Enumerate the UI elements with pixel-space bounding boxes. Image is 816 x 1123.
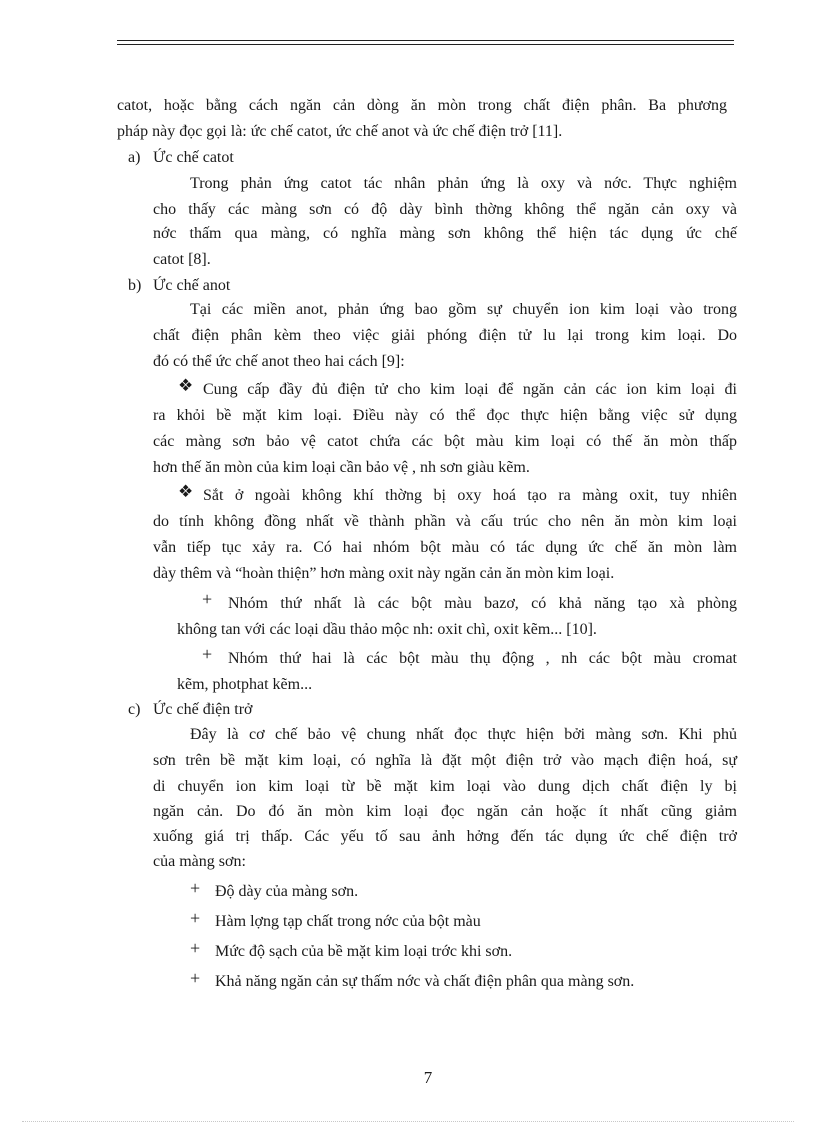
- text-line: Nhóm thứ hai là các bột màu thụ động , nh các bột màu cromat: [228, 650, 737, 667]
- text-line: cho thấy các màng sơn có độ dày bình thờng không thể ngăn cản oxy và: [153, 201, 737, 218]
- plus-bullet-icon: +: [190, 938, 201, 958]
- text-line: ra khỏi bề mặt kim loại. Điều này có thể đọc thực hiện bằng việc sử dụng: [153, 407, 737, 424]
- text-line: catot [8].: [153, 251, 211, 268]
- plus-bullet-icon: +: [190, 878, 201, 898]
- plus-bullet-icon: +: [190, 908, 201, 928]
- text-line: di chuyển ion kim loại từ bề mặt kim loại vào dung dịch chất điện ly bị: [153, 778, 737, 795]
- text-line: Cung cấp đầy đủ điện tử cho kim loại để ngăn cản các ion kim loại đi: [203, 381, 737, 398]
- text-line: không tan với các loại dầu thảo mộc nh: oxit chì, oxit kẽm... [10].: [177, 621, 597, 638]
- text-line: vẫn tiếp tục xảy ra. Có hai nhóm bột màu có tác dụng ức chế ăn mòn làm: [153, 539, 737, 556]
- header-rule: [117, 40, 734, 41]
- text-line: Tại các miền anot, phản ứng bao gồm sự chuyển ion kim loại vào trong: [190, 301, 737, 318]
- text-line: Nhóm thứ nhất là các bột màu bazơ, có khả năng tạo xà phòng: [228, 595, 737, 612]
- text-line: kẽm, photphat kẽm...: [177, 676, 313, 693]
- plus-bullet-icon: +: [202, 589, 213, 609]
- plus-bullet-icon: +: [202, 644, 213, 664]
- text-line: sơn trên bề mặt kim loại, có nghĩa là đặt một điện trở vào mạch điện hoá, sự: [153, 752, 737, 769]
- text-line: hơn thế ăn mòn của kim loại cần bảo vệ , nh sơn giàu kẽm.: [153, 459, 530, 476]
- text-line: ngăn cản. Do đó ăn mòn kim loại đọc ngăn cản hoặc ít nhất cũng giảm: [153, 803, 737, 820]
- diamond-bullet-icon: ❖: [178, 376, 194, 395]
- text-line: pháp này đọc gọi là: ức chế catot, ức chế anot và ức chế điện trở [11].: [117, 123, 563, 140]
- page-bottom-dotted-line: [22, 1121, 794, 1122]
- text-line: nớc thấm qua màng, có nghĩa màng sơn không thể hiện tác dụng ức chế: [153, 225, 737, 242]
- section-label: b): [128, 277, 142, 294]
- section-heading: Ức chế catot: [153, 149, 234, 166]
- text-line: chất điện phân kèm theo việc giải phóng điện tử lu lại trong kim loại. Do: [153, 327, 737, 344]
- plus-bullet-icon: +: [190, 968, 201, 988]
- text-line: do tính không đồng nhất về thành phần và cấu trúc cho nên ăn mòn kim loại: [153, 513, 737, 530]
- text-line: đó có thể ức chế anot theo hai cách [9]:: [153, 353, 405, 370]
- header-rule: [117, 44, 734, 45]
- page-number: 7: [423, 1068, 433, 1087]
- diamond-bullet-icon: ❖: [178, 482, 194, 501]
- text-line: của màng sơn:: [153, 853, 246, 870]
- text-line: dày thêm và “hoàn thiện” hơn màng oxit này ngăn cản ăn mòn kim loại.: [153, 565, 615, 582]
- section-heading: Ức chế anot: [153, 277, 231, 294]
- section-heading: Ức chế điện trở: [153, 701, 253, 718]
- text-line: Hàm lợng tạp chất trong nớc của bột màu: [215, 913, 481, 930]
- text-line: Trong phản ứng catot tác nhân phản ứng là oxy và nớc. Thực nghiệm: [190, 175, 737, 192]
- text-line: Đây là cơ chế bảo vệ chung nhất đọc thực hiện bởi màng sơn. Khi phủ: [190, 726, 737, 743]
- text-line: catot, hoặc bằng cách ngăn cản dòng ăn mòn trong chất điện phân. Ba phương: [117, 97, 727, 114]
- text-line: Độ dày của màng sơn.: [215, 883, 359, 900]
- text-line: Mức độ sạch của bề mặt kim loại trớc khi sơn.: [215, 943, 513, 960]
- section-label: a): [128, 149, 141, 166]
- text-line: Khả năng ngăn cản sự thấm nớc và chất điện phân qua màng sơn.: [215, 973, 635, 990]
- section-label: c): [128, 701, 141, 718]
- text-line: các màng sơn bảo vệ catot chứa các bột màu kim loại có thế ăn mòn thấp: [153, 433, 737, 450]
- text-line: xuống giá trị thấp. Các yếu tố sau ảnh hởng đến tác dụng ức chế điện trở: [153, 828, 737, 845]
- text-line: Sắt ở ngoài không khí thờng bị oxy hoá tạo ra màng oxit, tuy nhiên: [203, 487, 737, 504]
